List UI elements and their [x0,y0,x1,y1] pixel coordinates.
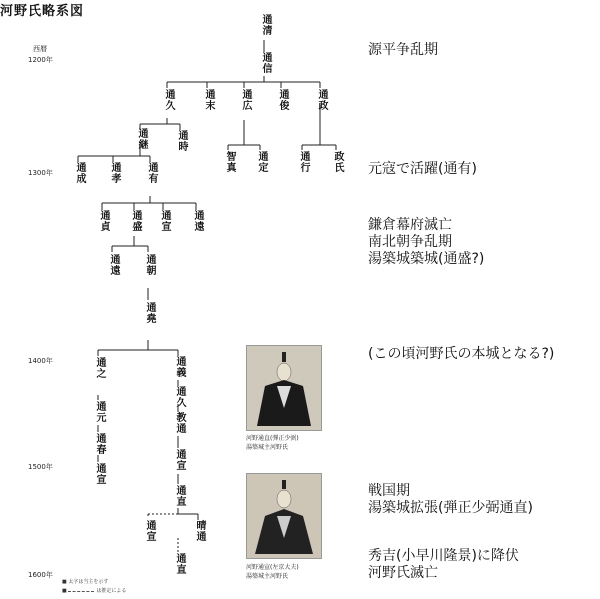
node-michimasa: 通政 [316,89,327,111]
period-hideyoshi-1: 秀吉(小早川隆景)に降伏 [368,548,519,564]
node-michitoo: 通遠 [192,210,203,232]
period-sengoku-2: 湯築城拡張(弾正少弼通直) [368,500,533,516]
legend-dash-icon [68,591,94,592]
node-michihiro: 通広 [240,89,251,111]
portrait-michinao [246,345,322,431]
portrait-caption-2a: 河野通宣(左京大夫) [246,564,299,571]
node-michikiyo: 通清 [260,14,271,36]
node-michinao2: 通貞 [98,210,109,232]
portrait-caption-1b: 湯築城主河野氏 [246,444,289,451]
portrait-caption-1a: 河野通直(弾正少弼) [246,435,299,442]
node-michitaka: 通孝 [109,162,120,184]
node-michinori: 通春 [94,433,105,455]
node-michiyoshi: 通成 [74,162,85,184]
legend-estimate-text: は推定による [96,588,127,594]
node-michinao4: 通直 [174,553,185,575]
period-sengoku-1: 戦国期 [368,483,410,499]
node-michitsugu: 通継 [136,128,147,150]
portrait-michinobu [246,473,322,559]
year-1400: 1400年 [28,357,53,365]
node-norimichi: 教通 [174,412,185,434]
year-1500: 1500年 [28,463,53,471]
node-michisue: 通末 [203,89,214,111]
era-label: 西暦 [33,45,47,53]
node-michiyuki2: 通之 [94,357,105,379]
year-1200: 1200年 [28,56,53,64]
node-michihisa2: 通久 [174,386,185,408]
node-michiaki: 通朝 [144,254,155,276]
node-michisada: 通宣 [159,210,170,232]
node-michihisa: 通久 [163,89,174,111]
legend-bold: ■ 太字は当主を示す [62,579,109,585]
legend-bold-text: 太字は当主を示す [68,579,109,585]
portrait-caption-2b: 湯築城主河野氏 [246,573,289,580]
period-genpei: 源平争乱期 [368,42,438,58]
node-michinobu: 通信 [260,52,271,74]
node-michiyoshi3: 通義 [174,356,185,378]
node-michiyuki: 通行 [298,151,309,173]
node-michiharu: 通元 [94,401,105,423]
node-michiyasu: 通定 [256,151,267,173]
period-hideyoshi-2: 河野氏滅亡 [368,565,438,581]
seated-figure-icon [247,474,321,558]
seated-figure-icon [247,346,321,430]
node-michitoki: 通時 [176,130,187,152]
node-michiyoshi2: 通堯 [144,302,155,324]
period-honjo: (この頃河野氏の本城となる?) [368,346,555,362]
node-michinao3: 通直 [174,485,185,507]
node-ippen: 智真 [224,151,235,173]
node-michiuji: 政氏 [332,151,343,173]
node-michinobu3: 通宣 [174,449,185,471]
page-title: 河野氏略系図 [0,4,85,19]
period-kamakura-2: 南北朝争乱期 [368,234,452,250]
period-kamakura-1: 鎌倉幕府滅亡 [368,217,452,233]
node-michiari: 通有 [146,162,157,184]
node-michimori: 通盛 [130,210,141,232]
legend-estimate: ■ は推定による [62,588,127,594]
node-michimasa2: 通宣 [144,520,155,542]
node-michitoshi: 通俊 [277,89,288,111]
year-1600: 1600年 [28,571,53,579]
period-kamakura-3: 湯築城築城(通盛?) [368,251,485,267]
node-haremichi: 晴通 [194,520,205,542]
year-1300: 1300年 [28,169,53,177]
node-michinobu2: 通宣 [94,463,105,485]
node-michitoo-2: 通遠 [108,254,119,276]
period-genko: 元寇で活躍(通有) [368,161,477,177]
